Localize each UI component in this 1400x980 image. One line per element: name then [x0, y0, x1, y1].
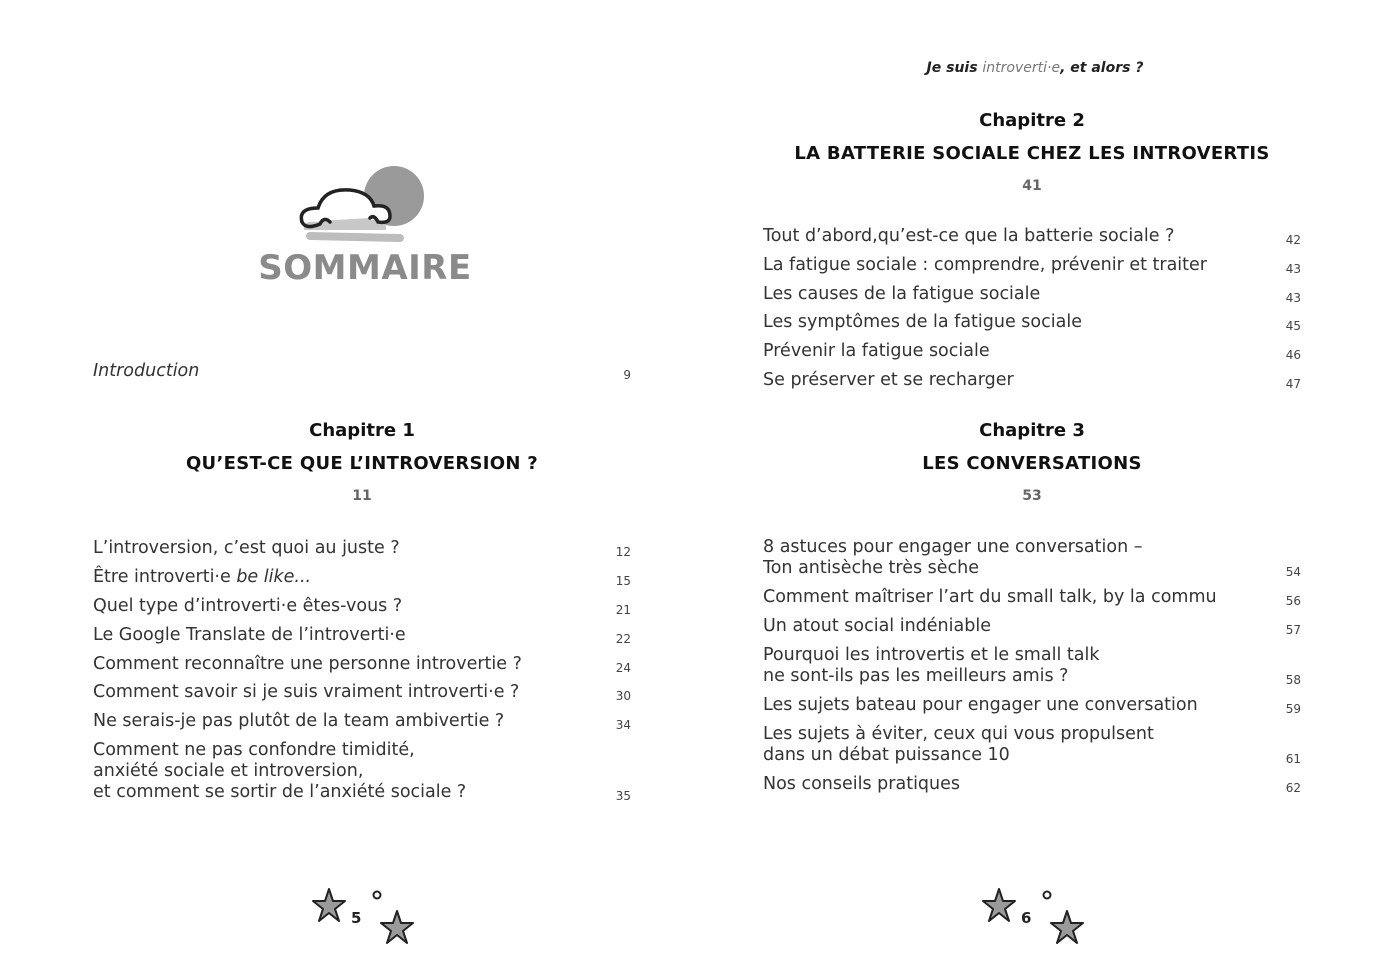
page-footer — [305, 885, 425, 955]
toc-entry-label: Ne serais-je pas plutôt de la team ambivertie ? — [93, 711, 505, 731]
toc-entry-page: 61 — [1285, 752, 1301, 766]
toc-entry-page: 21 — [615, 603, 631, 617]
toc-entry-label-line1: 8 astuces pour engager une conversation – — [763, 537, 1143, 557]
stars-icon — [305, 885, 425, 955]
toc-entry-page: 9 — [623, 368, 631, 382]
toc-entry-label: Le Google Translate de l’introverti·e — [93, 625, 406, 645]
toc-entry-label: Comment savoir si je suis vraiment introverti·e ? — [93, 682, 520, 702]
toc-entry-page: 24 — [615, 661, 631, 675]
toc-entry[interactable] — [93, 739, 631, 805]
right-page — [700, 0, 1400, 980]
stars-icon — [975, 885, 1095, 955]
chapter-kicker: Chapitre 1 — [309, 420, 415, 441]
toc-entry-page: 34 — [615, 718, 631, 732]
toc-entry-page: 43 — [1285, 262, 1301, 276]
toc-entry-page: 54 — [1285, 565, 1301, 579]
toc-entry-label: Tout d’abord,qu’est-ce que la batterie sociale ? — [763, 226, 1175, 246]
toc-entry-label: La fatigue sociale : comprendre, prévenir et traiter — [763, 255, 1207, 275]
toc-entry-page: 57 — [1285, 623, 1301, 637]
toc-entry-label: Introduction — [93, 361, 200, 381]
toc-entry-page: 22 — [615, 632, 631, 646]
toc-entry-label: Nos conseils pratiques — [763, 774, 961, 794]
toc-entry-page: 43 — [1285, 291, 1301, 305]
toc-entry-label: Un atout social indéniable — [763, 616, 991, 636]
toc-entry-label-line1: Les sujets à éviter, ceux qui vous propulsent — [763, 724, 1154, 744]
toc-entry[interactable] — [763, 644, 1301, 688]
toc-entry[interactable] — [763, 723, 1301, 767]
toc-entry-label: L’introversion, c’est quoi au juste ? — [93, 538, 400, 558]
toc-entry-label-line2: Ton antisèche très sèche — [763, 558, 980, 578]
chapter-2-heading — [763, 110, 1301, 194]
toc-entry-label-line2: ne sont-ils pas les meilleurs amis ? — [763, 666, 1069, 686]
chapter-page: 11 — [352, 488, 372, 504]
toc-entry-label-line1: Pourquoi les introvertis et le small talk — [763, 645, 1100, 665]
toc-entry-label-line1: Comment ne pas confondre timidité, — [93, 740, 415, 760]
toc-entry-label: Se préserver et se recharger — [763, 370, 1014, 390]
page-title: SOMMAIRE — [258, 248, 472, 288]
toc-entry-label: Prévenir la fatigue sociale — [763, 341, 990, 361]
toc-entry-page: 35 — [615, 789, 631, 803]
cloud-moon-logo-icon — [290, 160, 440, 250]
toc-entry-page: 58 — [1285, 673, 1301, 687]
toc-entry-label: Être introverti·e be like... — [93, 567, 312, 587]
chapter-kicker: Chapitre 3 — [979, 420, 1085, 441]
chapter-3-heading — [763, 420, 1301, 504]
toc-entry-label: Les sujets bateau pour engager une conversation — [763, 695, 1198, 715]
toc-entry-page: 30 — [615, 689, 631, 703]
toc-entry-label: Les symptômes de la fatigue sociale — [763, 312, 1082, 332]
toc-entry-label-line3: et comment se sortir de l’anxiété sociale ? — [93, 782, 467, 802]
page-number: 5 — [351, 909, 362, 927]
toc-entry-page: 45 — [1285, 319, 1301, 333]
toc-entry-page: 47 — [1285, 377, 1301, 391]
running-header: Je suis introverti·e, et alors ? — [926, 60, 1144, 76]
toc-entry-page: 42 — [1285, 233, 1301, 247]
page-footer — [975, 885, 1095, 955]
toc-entry-label: Comment maîtriser l’art du small talk, by la commu — [763, 587, 1217, 607]
toc-entry-page: 56 — [1285, 594, 1301, 608]
chapter-name: LES CONVERSATIONS — [922, 453, 1142, 474]
toc-entry-label-line2: anxiété sociale et introversion, — [93, 761, 364, 781]
toc-entry-page: 62 — [1285, 781, 1301, 795]
page-number: 6 — [1021, 909, 1032, 927]
chapter-name: QU’EST-CE QUE L’INTROVERSION ? — [185, 453, 539, 474]
toc-entry-label: Les causes de la fatigue sociale — [763, 284, 1041, 304]
toc-entry-page: 46 — [1285, 348, 1301, 362]
toc-entry-page: 15 — [615, 574, 631, 588]
chapter-page: 41 — [1022, 178, 1042, 194]
toc-entry-label: Quel type d’introverti·e êtes-vous ? — [93, 596, 403, 616]
toc-entry-label: Comment reconnaître une personne introvertie ? — [93, 654, 522, 674]
toc-entry-page: 59 — [1285, 702, 1301, 716]
toc-entry-page: 12 — [615, 545, 631, 559]
chapter-1-heading — [93, 420, 631, 504]
toc-entry[interactable] — [763, 536, 1301, 580]
chapter-page: 53 — [1022, 488, 1042, 504]
toc-entry-label-line2: dans un débat puissance 10 — [763, 745, 1010, 765]
chapter-name: LA BATTERIE SOCIALE CHEZ LES INTROVERTIS — [794, 143, 1270, 164]
chapter-kicker: Chapitre 2 — [979, 110, 1085, 131]
